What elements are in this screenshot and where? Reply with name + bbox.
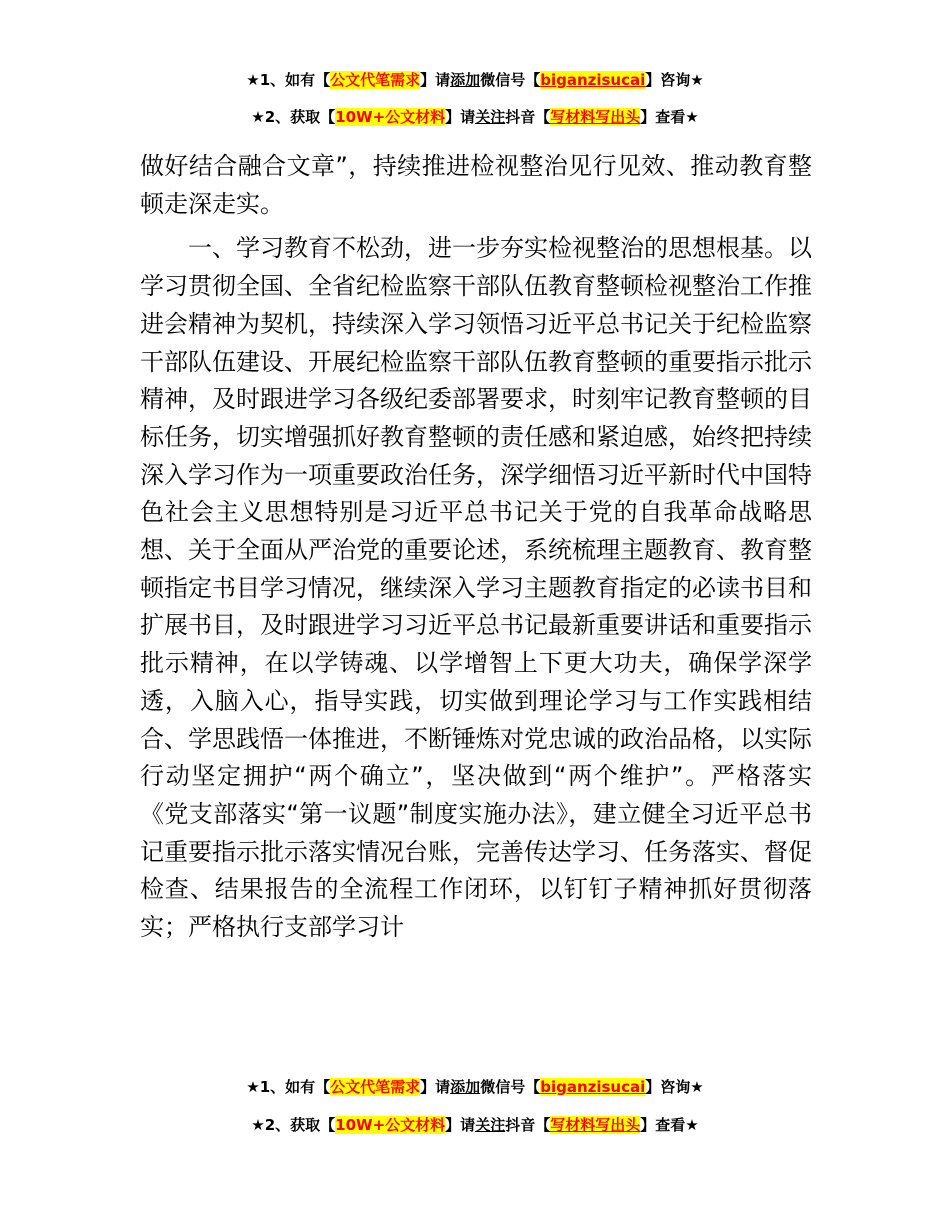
banner-text: 】咨询 xyxy=(645,71,691,89)
banner-text: 】咨询 xyxy=(645,1078,691,1096)
highlight-douyin: 写材料写出头 xyxy=(550,1116,641,1134)
star-icon: ★ xyxy=(685,108,699,126)
star-icon: ★ xyxy=(251,1116,265,1134)
paragraph-section-one xyxy=(140,230,812,946)
highlight-douyin: 写材料写出头 xyxy=(550,108,641,126)
highlight-wechat-id: biganzisucai xyxy=(540,71,646,89)
star-icon: ★ xyxy=(690,71,704,89)
paragraph-continued: 做好结合融合文章”，持续推进检视整治见行见效、推动教育整顿走深走实。 xyxy=(140,152,812,218)
star-icon: ★ xyxy=(685,1116,699,1134)
banner-text: 】查看 xyxy=(640,108,686,126)
banner-text: 2、获取【 xyxy=(264,108,336,126)
star-icon: ★ xyxy=(246,71,260,89)
banner-text: 抖音【 xyxy=(505,1116,551,1134)
highlight-materials: 10W+公文材料 xyxy=(335,108,446,126)
star-icon: ★ xyxy=(246,1078,260,1096)
banner-text: 】请 xyxy=(420,1078,451,1096)
paragraph-section-one-text: 一、学习教育不松劲，进一步夯实检视整治的思想根基。以学习贯彻全国、全省纪检监察干部队伍教育整顿检视整治工作推进会精神为契机，持续深入学习领悟习近平总书记关于纪检监察干部队伍建设、开展纪检监察干部队伍教育整顿的重要指示批示精神，及时跟进学习各级纪委部署要求，时刻牢记教育整顿的目标任务，切实增强抓好教育整顿的责任感和紧迫感，始终把持续深入学习作为一项重要政治任务，深学细悟习近平新时代中国特色社会主义思想特别是习近平总书记关于党的自我革命战略思想、关于全面从严治党的重要论述，系统梳理主题教育、教育整顿指定书目学习情况，继续深入学习主题教育指定的必读书目和扩展书目，及时跟进学习习近平总书记最新重要讲话和重要指示批示精神，在以学铸魂、以学增智上下更大功夫，确保学深学透，入脑入心，指导实践，切实做到理论学习与工作实践相结合、学思践悟一体推进，不断锤炼对党忠诚的政治品格，以实际行动坚定拥护“两个确立”，坚决做到“两个维护”。严格落实《党支部落实“第一议题”制度实施办法》，建立健全习近平总书记重要指示批示落实情况台账，完善传达学习、任务落实、督促检查、结果报告的全流程工作闭环，以钉钉子精神抓好贯彻落实；严格执行支部学习计 xyxy=(140,234,812,942)
star-icon: ★ xyxy=(690,1078,704,1096)
highlight-service: 公文代笔需求 xyxy=(330,1078,421,1096)
highlight-service: 公文代笔需求 xyxy=(330,71,421,89)
star-icon: ★ xyxy=(251,108,265,126)
footer-banner-line-1 xyxy=(0,1076,950,1098)
header-banner-line-1 xyxy=(0,69,950,91)
banner-text: 微信号【 xyxy=(480,1078,541,1096)
header-banner-line-2 xyxy=(0,106,950,128)
highlight-wechat-id: biganzisucai xyxy=(540,1078,646,1096)
emphasis-follow: 关注 xyxy=(475,108,506,126)
banner-text: 2、获取【 xyxy=(264,1116,336,1134)
footer-banner-line-2 xyxy=(0,1114,950,1136)
banner-text: 】请 xyxy=(420,71,451,89)
banner-text: 抖音【 xyxy=(505,108,551,126)
banner-text: 】请 xyxy=(445,108,476,126)
banner-text: 】查看 xyxy=(640,1116,686,1134)
emphasis-add: 添加 xyxy=(450,1078,481,1096)
document-body xyxy=(140,148,812,947)
banner-text: 微信号【 xyxy=(480,71,541,89)
banner-text: 1、如有【 xyxy=(259,71,331,89)
banner-text: 1、如有【 xyxy=(259,1078,331,1096)
emphasis-add: 添加 xyxy=(450,71,481,89)
emphasis-follow: 关注 xyxy=(475,1116,506,1134)
banner-text: 】请 xyxy=(445,1116,476,1134)
highlight-materials: 10W+公文材料 xyxy=(335,1116,446,1134)
